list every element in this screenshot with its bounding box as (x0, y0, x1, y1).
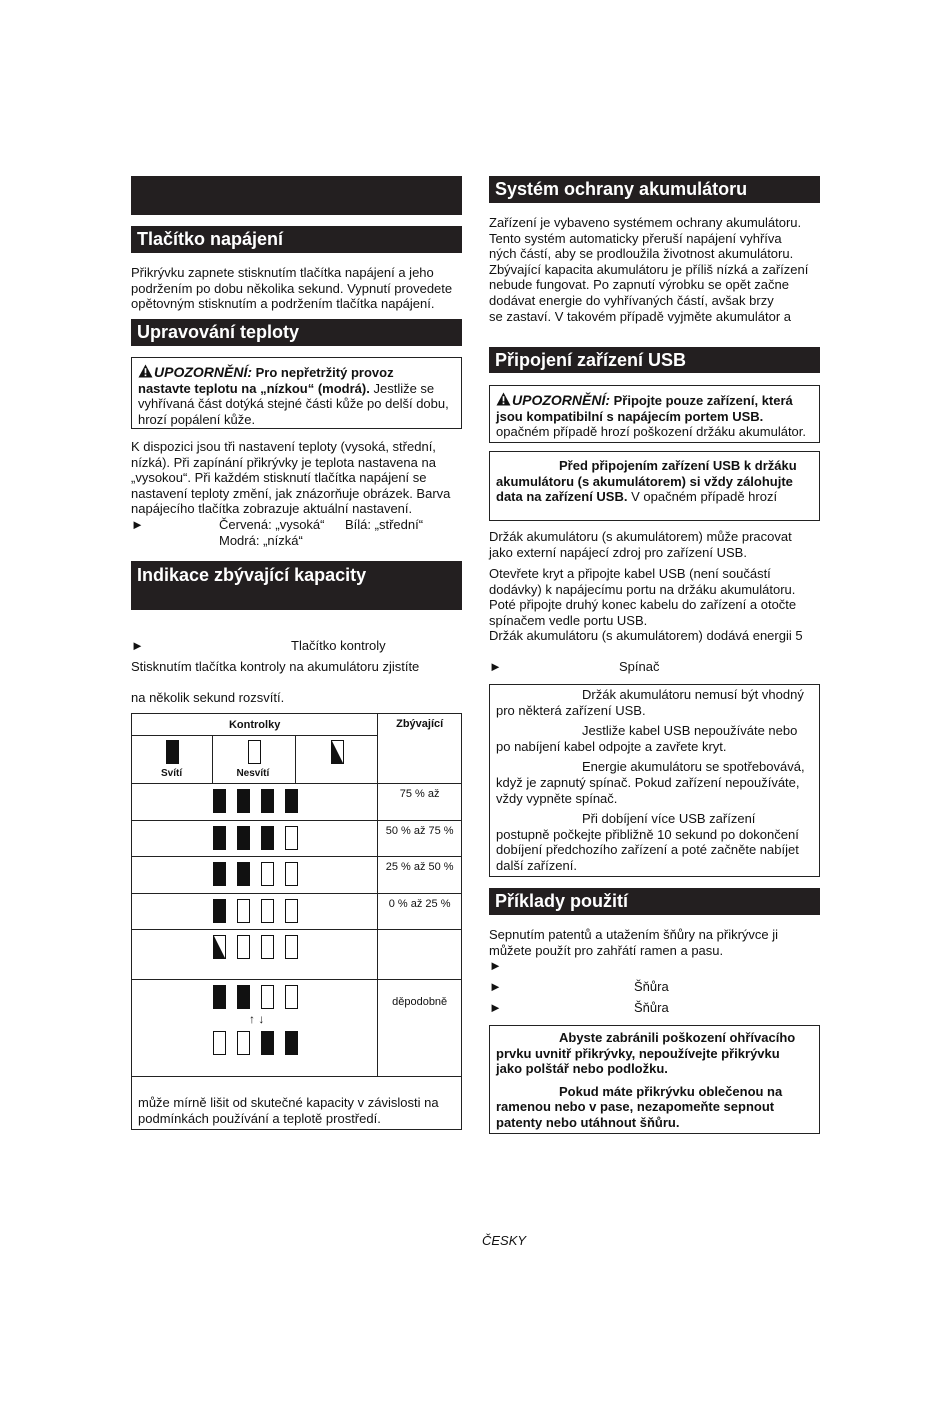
indicator-lamp-on (237, 862, 250, 886)
figure-arrow: ► (131, 638, 144, 653)
section-title-power-button: Tlačítko napájení (131, 226, 462, 253)
remaining-value: děpodobně (392, 996, 448, 1008)
figure-label-white: Bílá: „střední“ (345, 517, 424, 532)
figure-label-red: Červená: „vysoká“ (219, 517, 325, 532)
indicator-lamp-off (285, 935, 298, 959)
figure-arrow: ► (489, 979, 502, 994)
indicator-lamp-on (213, 899, 226, 923)
indicator-lamp-on (261, 826, 274, 850)
indicator-lamp-off (213, 1031, 226, 1055)
indicator-lamp-on (285, 789, 298, 813)
legend-label-on: Svítí (161, 768, 183, 779)
table-row (132, 980, 462, 1077)
figure-arrow: ► (131, 517, 144, 532)
temperature-caution-box: UPOZORNĚNÍ: Pro nepřetržitý provoz nastavte teplotu na „nízkou“ (modrá). Jestliže se vyhřívaná část dotýká stejné části kůže po delší dobu, hrozí popálení kůže. (131, 357, 462, 429)
indicator-lamp-on (237, 789, 250, 813)
usb-text-2: Otevřete kryt a připojte kabel USB (není součástí dodávky) k napájecímu portu na držáku akumulátoru. Poté připojte druhý konec kabelu do zařízení a otočte spínačem vedle portu USB. Držák akumulátoru (s akumulátorem) dodává energii 5 (489, 566, 803, 644)
usb-text-1: Držák akumulátoru (s akumulátorem) může pracovat jako externí napájecí zdroj pro zařízení USB. (489, 529, 792, 560)
figure-label-switch: Spínač (619, 659, 660, 674)
capacity-text-1: Stisknutím tlačítka kontroly na akumulátoru zjistíte (131, 659, 420, 674)
legend-lamp-off (248, 740, 261, 764)
indicator-lamp-off (261, 985, 274, 1009)
legend-label-off: Nesvítí (236, 768, 270, 779)
remaining-value: 75 % až (399, 788, 440, 800)
legend-lamp-blinking (331, 740, 344, 764)
indicator-lamp-off (261, 935, 274, 959)
capacity-text-2: na několik sekund rozsvítí. (131, 690, 285, 705)
remaining-value: 0 % až 25 % (388, 898, 451, 910)
battery-protection-text: Zařízení je vybaveno systémem ochrany akumulátoru. Tento systém automaticky přeruší napájení vyhříva ných částí, aby se prodloužila životnost akumulátoru. Zbývající kapacita akumulátoru je příliš nízká a zařízení nebude fungovat. Po zapnutí výrobku se opět začne dodávat energie do vyhřívaných částí, avšak brzy se zastaví. V takovém případě vyjměte akumulátor a (489, 215, 809, 324)
section-title-temperature: Upravování teploty (131, 319, 462, 346)
warning-triangle-icon (496, 392, 511, 406)
figure-label-cord: Šňůra (634, 979, 669, 994)
indicator-lamp-on (213, 826, 226, 850)
indicator-lamp-on (213, 789, 226, 813)
indicator-lamp-off (237, 935, 250, 959)
capacity-indicator-table (131, 713, 462, 1077)
warning-triangle-icon (138, 364, 153, 378)
page-footer-language: ČESKY (482, 1233, 527, 1248)
indicator-lamp-off (261, 862, 274, 886)
indicator-lamp-off (285, 899, 298, 923)
figure-label-blue: Modrá: „nízká“ (219, 533, 303, 548)
indicator-lamp-on (261, 789, 274, 813)
table-row (132, 821, 462, 857)
caution-label: UPOZORNĚNÍ: (512, 392, 610, 408)
indicator-lamp-half (213, 935, 226, 959)
empty-header-bar (131, 176, 462, 215)
indicator-lamp-off (285, 985, 298, 1009)
section-title-usb-connection: Připojení zařízení USB (489, 347, 820, 373)
table-row (132, 857, 462, 894)
indicator-lamp-off (285, 826, 298, 850)
legend-lamp-on (166, 740, 179, 764)
table-row (132, 784, 462, 821)
column-header-remaining: Zbývající (378, 714, 462, 784)
section-title-battery-protection: Systém ochrany akumulátoru (489, 176, 820, 203)
remaining-value: 50 % až 75 % (385, 825, 454, 837)
indicator-lamp-on (213, 862, 226, 886)
figure-arrow: ► (489, 958, 502, 973)
power-button-text: Přikrývku zapnete stisknutím tlačítka napájení a jeho podržením po dobu několika sekund. Vypnutí provedete opětovným stisknutím a podržením tlačítka napájení. (131, 265, 453, 312)
capacity-note-box: může mírně lišit od skutečné kapacity v závislosti na podmínkách používání a teplotě prostředí. (131, 1076, 462, 1130)
indicator-lamp-on (213, 985, 226, 1009)
column-header-lamps: Kontrolky (132, 714, 378, 736)
section-title-usage-examples: Příklady použití (489, 888, 820, 915)
indicator-lamp-on (261, 1031, 274, 1055)
usb-notes-box: Držák akumulátoru nemusí být vhodný pro některá zařízení USB. Jestliže kabel USB nepoužíváte nebo po nabíjení kabel odpojte a zavřete kryt. Energie akumulátoru se spotřebovává, když je zapnutý spínač. Pokud zařízení nepoužíváte, vždy vypněte spínač. Při dobíjení více USB zařízení postupně počkejte přibližně 10 sekund po dokončení dobíjení předchozího zařízení a poté začněte nabíjet další zařízení. (489, 684, 820, 877)
indicator-lamp-off (261, 899, 274, 923)
caution-label: UPOZORNĚNÍ: (154, 364, 252, 380)
figure-arrow: ► (489, 1000, 502, 1015)
change-arrows: ↑ ↓ (249, 1012, 265, 1026)
usage-notice-box: Abyste zabránili poškození ohřívacího prvku uvnitř přikrývky, nepoužívejte přikrývku jako polštář nebo podložku. Pokud máte přikrývku oblečenou na ramenou nebo v pase, nezapomeňte sepnout patenty nebo utáhnout šňůru. (489, 1025, 820, 1134)
remaining-value: 25 % až 50 % (385, 861, 454, 873)
usb-caution-box: UPOZORNĚNÍ: Připojte pouze zařízení, která jsou kompatibilní s napájecím portem USB. opačném případě hrozí poškození držáku akumulátor. (489, 385, 820, 443)
figure-label-cord: Šňůra (634, 1000, 669, 1015)
figure-label-check-button: Tlačítko kontroly (291, 638, 386, 653)
indicator-lamp-on (285, 1031, 298, 1055)
usage-examples-text: Sepnutím patentů a utažením šňůry na přikrývce ji můžete použít pro zahřátí ramen a pasu. (489, 927, 779, 958)
indicator-lamp-off (285, 862, 298, 886)
figure-arrow: ► (489, 659, 502, 674)
temperature-text: K dispozici jsou tři nastavení teploty (vysoká, střední, nízká). Při zapínání přikrývky je teplota nastavena na „vysokou“. Při každém stisknutí tlačítka napájení se nastavení teploty změní, jak znázorňuje obrázek. Barva napájecího tlačítka zobrazuje aktuální nastavení. (131, 439, 451, 517)
indicator-lamp-on (237, 826, 250, 850)
indicator-lamp-off (237, 899, 250, 923)
section-title-remaining-capacity: Indikace zbývající kapacity (131, 561, 462, 610)
indicator-lamp-off (237, 1031, 250, 1055)
usb-notice-box: Před připojením zařízení USB k držáku akumulátoru (s akumulátorem) si vždy zálohujte data na zařízení USB. V opačném případě hrozí (489, 451, 820, 521)
indicator-lamp-on (237, 985, 250, 1009)
table-row (132, 930, 462, 980)
table-row (132, 894, 462, 930)
